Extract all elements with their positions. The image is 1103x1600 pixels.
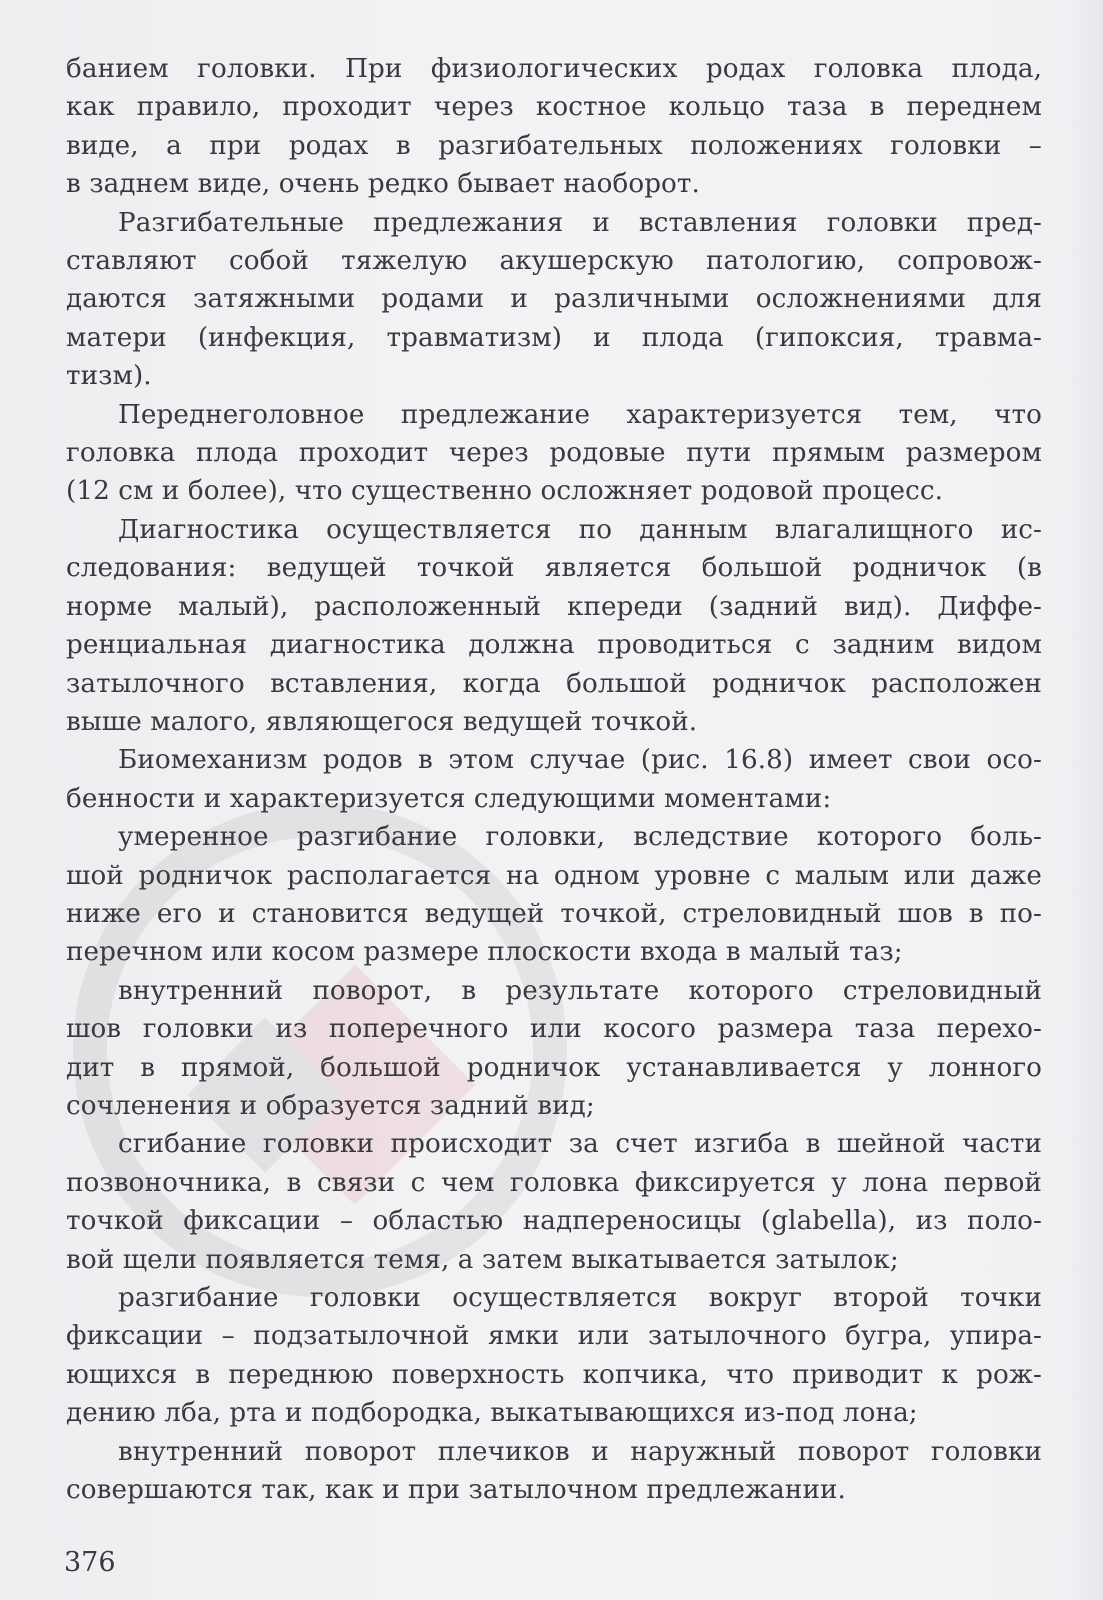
paragraph (66, 204, 1042, 396)
text-line: перечном или косом размере плоскости входа в малый таз; (66, 937, 903, 968)
text-line: внутренний поворот, в результате которого стреловидный (118, 975, 1042, 1006)
text-line: тизм). (66, 361, 152, 392)
text-line: позвоночника, в связи с чем головка фиксируется у лона первой (66, 1167, 1042, 1198)
text-line: даются затяжными родами и различными осложнениями для (66, 284, 1042, 315)
text-line: шов головки из поперечного или косого размера таза перехо- (66, 1014, 1042, 1045)
text-line: ниже его и становится ведущей точкой, стреловидный шов в по- (66, 898, 1042, 929)
text-line: дит в прямой, большой родничок устанавливается у лонного (66, 1052, 1042, 1083)
main-text (66, 50, 1042, 1509)
text-line: дению лба, рта и подбородка, выкатывающихся из-под лона; (66, 1398, 918, 1429)
text-line: в заднем виде, очень редко бывает наоборот. (66, 169, 700, 200)
page-edge-shadow (1063, 0, 1103, 1600)
text-line: вой щели появляется темя, а затем выкатывается затылок; (66, 1244, 899, 1275)
text-line: ренциальная диагностика должна проводиться с задним видом (66, 630, 1042, 661)
text-line: затылочного вставления, когда большой родничок расположен (66, 668, 1042, 699)
text-line: Разгибательные предлежания и вставления головки пред- (118, 207, 1042, 238)
text-line: шой родничок располагается на одном уровне с малым или даже (66, 860, 1042, 891)
text-line: бенности и характеризуется следующими моментами: (66, 783, 832, 814)
text-line: выше малого, являющегося ведущей точкой. (66, 706, 698, 737)
paragraph (66, 50, 1042, 204)
page-number: 376 (64, 1547, 116, 1578)
text-line: разгибание головки осуществляется вокруг второй точки (118, 1283, 1042, 1313)
text-line: сочленения и образуется задний вид; (66, 1090, 595, 1121)
text-line: совершаются так, как и при затылочном предлежании. (66, 1475, 846, 1506)
paragraph (66, 972, 1042, 1126)
text-line: ставляют собой тяжелую акушерскую патологию, сопровож- (66, 246, 1042, 277)
paragraph (66, 511, 1042, 741)
paragraph (66, 1433, 1042, 1510)
text-line: головка плода проходит через родовые пути прямым размером (66, 438, 1042, 469)
paragraph (66, 818, 1042, 972)
text-line: Переднеголовное предлежание характеризуется тем, что (118, 399, 1042, 430)
text-line: точкой фиксации – областью надпереносицы (glabella), из поло- (66, 1206, 1042, 1237)
text-line: Диагностика осуществляется по данным влагалищного ис- (118, 514, 1042, 545)
text-line: банием головки. При физиологических родах головка плода, (66, 54, 1042, 84)
text-line: виде, а при родах в разгибательных положениях головки – (66, 130, 1042, 161)
text-line: матери (инфекция, травматизм) и плода (гипоксия, травма- (66, 322, 1042, 353)
text-line: норме малый), расположенный кпереди (задний вид). Диффе- (66, 591, 1042, 622)
text-line: (12 см и более), что существенно осложняет родовой процесс. (66, 476, 944, 507)
text-line: следования: ведущей точкой является большой родничок (в (66, 553, 1042, 584)
text-line: фиксации – подзатылочной ямки или затылочного бугра, упира- (66, 1321, 1042, 1352)
text-line: ющихся в переднюю поверхность копчика, что приводит к рож- (66, 1359, 1042, 1390)
paragraph (66, 1279, 1042, 1433)
text-line: умеренное разгибание головки, вследствие которого боль- (118, 822, 1042, 853)
text-line: как правило, проходит через костное кольцо таза в переднем (66, 92, 1042, 123)
text-line: сгибание головки происходит за счет изгиба в шейной части (118, 1129, 1042, 1160)
paragraph (66, 1125, 1042, 1279)
paragraph (66, 741, 1042, 818)
text-line: Биомеханизм родов в этом случае (рис. 16.8) имеет свои осо- (118, 745, 1042, 776)
text-line: внутренний поворот плечиков и наружный поворот головки (118, 1436, 1042, 1467)
paragraph (66, 396, 1042, 511)
